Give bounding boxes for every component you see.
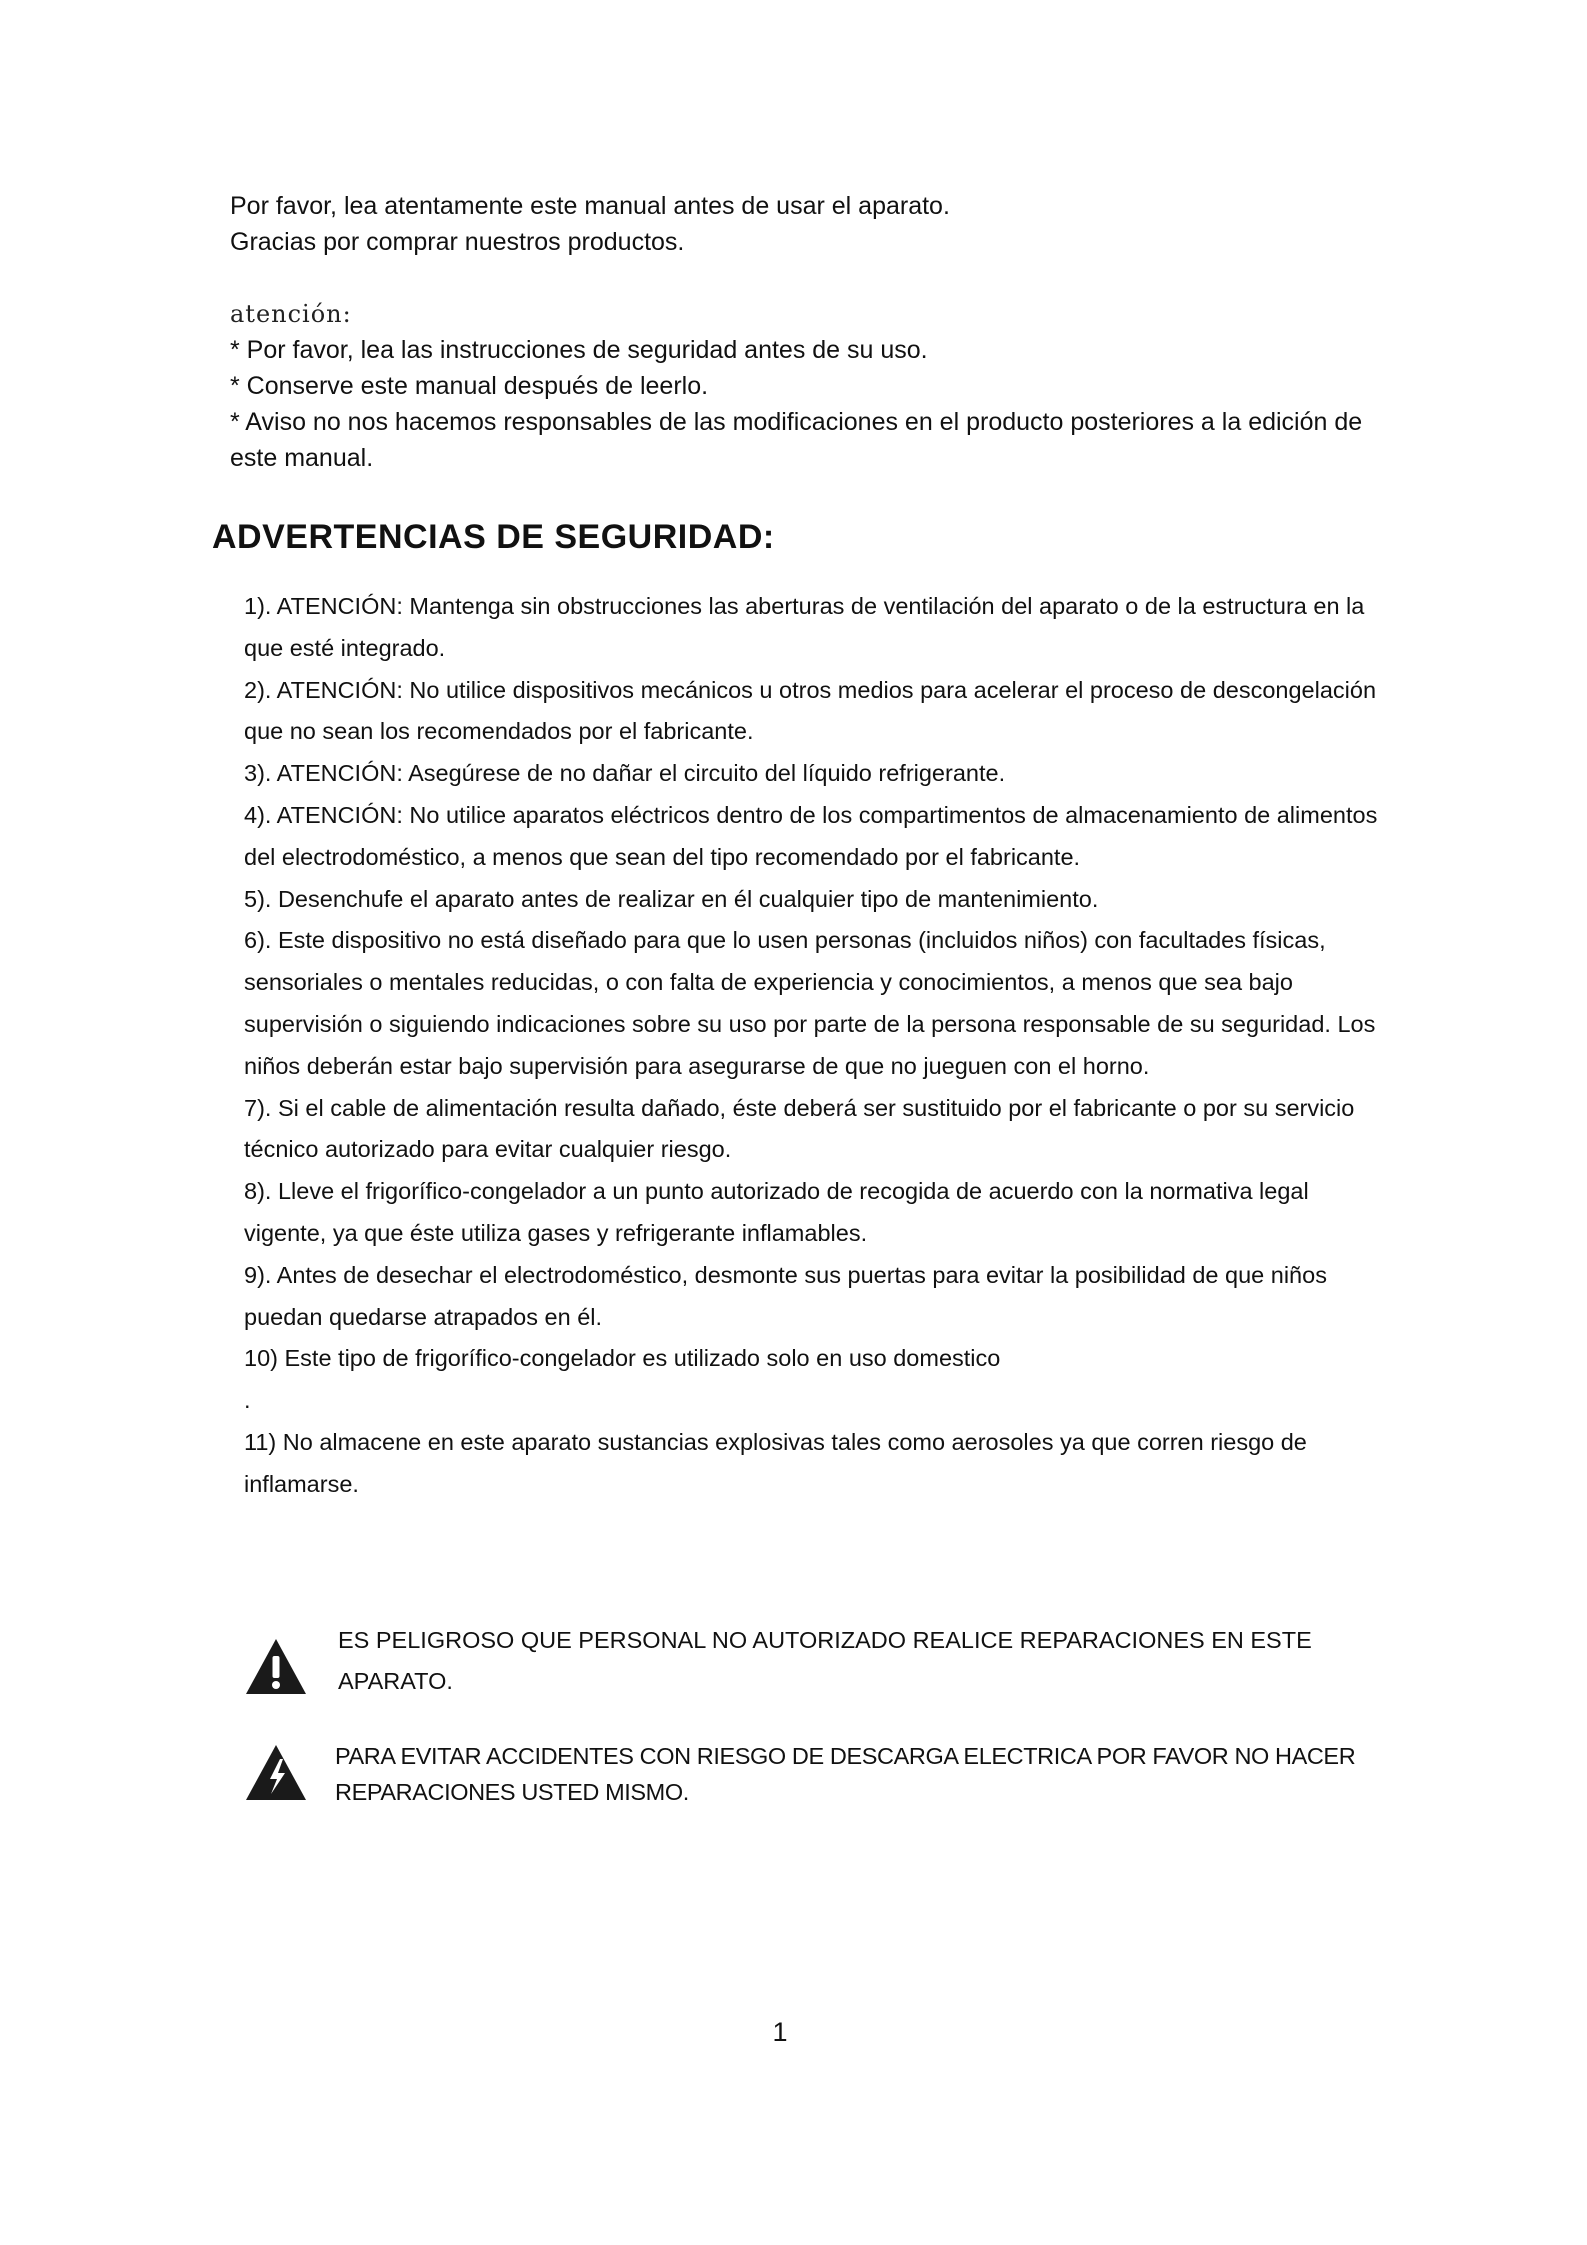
safety-item: 10) Este tipo de frigorífico-congelador es utilizado solo en uso domestico [244,1345,1001,1372]
intro-line: Gracias por comprar nuestros productos. [230,228,685,256]
safety-item: 9). Antes de desechar el electrodoméstico, desmonte sus puertas para evitar la posibilidad de que niños puedan quedarse atrapados en él. [244,1261,1327,1330]
safety-item: 6). Este dispositivo no está diseñado para que lo usen personas (incluidos niños) con facultades físicas, sensoriales o mentales reducidas, o con falta de experiencia y conocimientos, a menos que sea bajo supervisión o siguiendo indicaciones sobre su uso por parte de la persona responsable de su seguridad. Los niños deberán estar bajo supervisión para asegurarse de que no jueguen con el horno. [244,927,1376,1079]
warning-unauthorized-repair [244,1620,1384,1702]
safety-list [244,586,1384,1506]
safety-item: 8). Lleve el frigorífico-congelador a un punto autorizado de recogida de acuerdo con la normativa legal vigente, ya que éste utiliza gases y refrigerante inflamables. [244,1178,1309,1246]
safety-item: 3). ATENCIÓN: Asegúrese de no dañar el circuito del líquido refrigerante. [244,760,1006,787]
exclamation-warning-icon [244,1636,308,1696]
intro [230,188,1370,260]
attention-label: atención: [230,300,352,328]
safety-item: 7). Si el cable de alimentación resulta dañado, éste deberá ser sustituido por el fabricante o por su servicio técnico autorizado para evitar cualquier riesgo. [244,1094,1355,1163]
intro-line: Por favor, lea atentamente este manual antes de usar el aparato. [230,192,950,220]
safety-title: ADVERTENCIAS DE SEGURIDAD: [212,518,775,556]
safety-item: 2). ATENCIÓN: No utilice dispositivos mecánicos u otros medios para acelerar el proceso de descongelación que no sean los recomendados por el fabricante. [244,676,1377,745]
safety-item: 5). Desenchufe el aparato antes de realizar en él cualquier tipo de mantenimiento. [244,885,1099,912]
warning-electric-shock [244,1738,1384,1810]
page-number: 1 [772,2017,788,2047]
electric-shock-warning-icon [244,1742,308,1802]
safety-item: 1). ATENCIÓN: Mantenga sin obstrucciones las aberturas de ventilación del aparato o de la estructura en la que esté integrado. [244,593,1365,661]
attention-note: * Conserve este manual después de leerlo. [230,372,709,400]
attention-note: * Por favor, lea las instrucciones de seguridad antes de su uso. [230,336,928,364]
attention-notes [230,332,1370,476]
safety-item: 11) No almacene en este aparato sustancias explosivas tales como aerosoles ya que corren riesgo de inflamarse. [244,1428,1307,1497]
safety-item-dot: . [244,1387,251,1414]
safety-item: 4). ATENCIÓN: No utilice aparatos eléctricos dentro de los compartimentos de almacenamiento de alimentos del electrodoméstico, a menos que sean del tipo recomendado por el fabricante. [244,801,1378,870]
attention-note: * Aviso no nos hacemos responsables de las modificaciones en el producto posteriores a la edición de este manual. [230,408,1363,472]
warning-text: PARA EVITAR ACCIDENTES CON RIESGO DE DESCARGA ELECTRICA POR FAVOR NO HACER REPARACIONES USTED MISMO. [335,1743,1356,1805]
warning-text: ES PELIGROSO QUE PERSONAL NO AUTORIZADO REALICE REPARACIONES EN ESTE APARATO. [338,1627,1312,1694]
